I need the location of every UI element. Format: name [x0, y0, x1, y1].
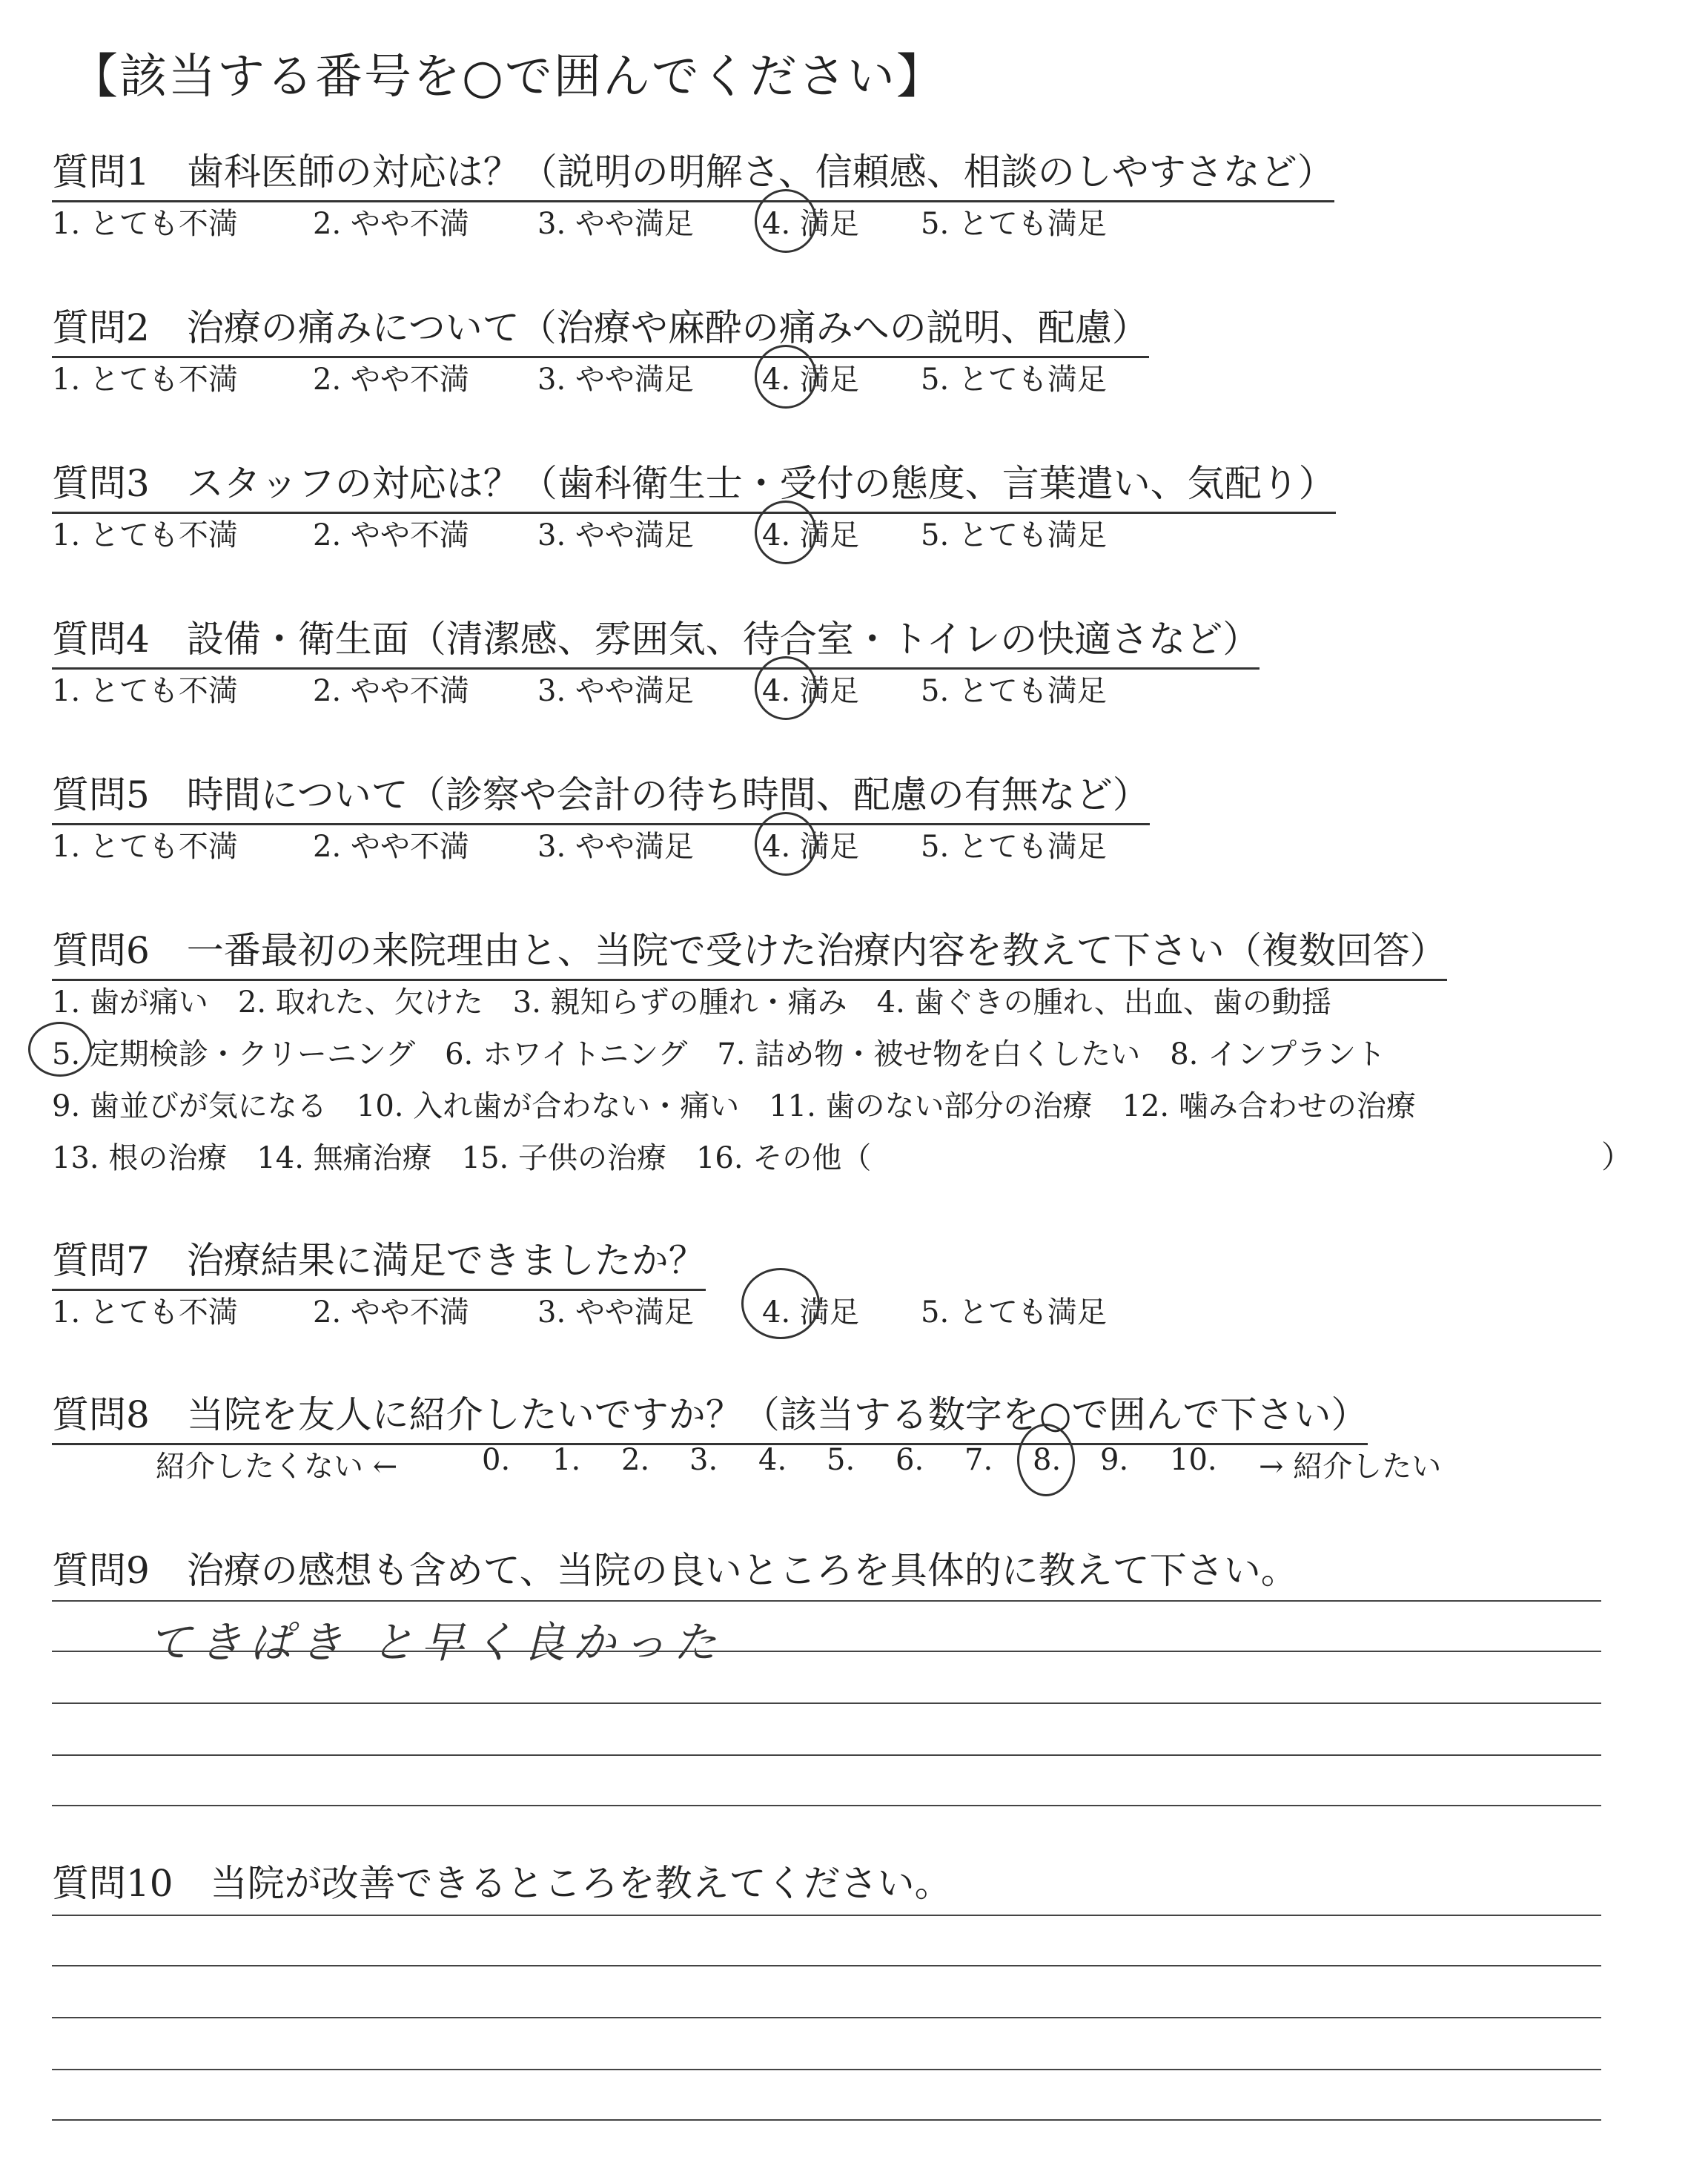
option-2[interactable]: 2. やや不満: [313, 830, 469, 864]
option-5[interactable]: 5. とても満足: [921, 674, 1107, 708]
answer-line: [52, 1915, 1601, 1916]
form-title: 【該当する番号を○で囲んでください】: [70, 50, 945, 105]
option-3[interactable]: 3. やや満足: [537, 1295, 694, 1330]
question-5-options[interactable]: [52, 823, 1238, 864]
answer-line: [52, 1965, 1601, 1966]
question-1-heading: 質問1 歯科医師の対応は？（説明の明解さ、信頼感、相談のしやすさなど）: [52, 142, 1334, 202]
question-6-row-3[interactable]: 9. 歯並びが気になる 10. 入れ歯が合わない・痛い 11. 歯のない部分の治療 12. 噛み合わせの治療: [52, 1089, 1416, 1123]
option-4[interactable]: 4. 満足: [762, 1295, 859, 1330]
option-1[interactable]: 1. とても不満: [52, 1295, 238, 1330]
score-5[interactable]: 5.: [827, 1443, 855, 1477]
option-1[interactable]: 1. とても不満: [52, 830, 238, 864]
option-1[interactable]: 1. とても不満: [52, 518, 238, 552]
question-3-options[interactable]: [52, 512, 1238, 552]
selection-circle: [755, 501, 817, 564]
answer-line: [52, 2017, 1601, 2018]
score-10[interactable]: 10.: [1170, 1443, 1217, 1477]
option-2[interactable]: 2. やや不満: [313, 1295, 469, 1330]
option-1[interactable]: 1. とても不満: [52, 674, 238, 708]
score-0[interactable]: 0.: [482, 1443, 511, 1477]
question-1-options[interactable]: [52, 200, 1238, 241]
option-3[interactable]: 3. やや満足: [537, 207, 694, 241]
question-2-heading: 質問2 治療の痛みについて（治療や麻酔の痛みへの説明、配慮）: [52, 298, 1149, 358]
score-4[interactable]: 4.: [758, 1443, 787, 1477]
referral-low-label: 紹介したくない ←: [156, 1450, 398, 1484]
option-3[interactable]: 3. やや満足: [537, 518, 694, 552]
question-7-heading: 質問7 治療結果に満足できましたか？: [52, 1231, 706, 1291]
score-2[interactable]: 2.: [621, 1443, 650, 1477]
selection-circle: [741, 1268, 820, 1339]
option-2[interactable]: 2. やや不満: [313, 363, 469, 397]
option-3[interactable]: 3. やや満足: [537, 674, 694, 708]
handwritten-answer[interactable]: てきぱき と早く良かった: [148, 1617, 724, 1668]
selection-circle: [755, 656, 817, 720]
question-4-options[interactable]: [52, 667, 1238, 708]
option-5[interactable]: 5. とても満足: [921, 363, 1107, 397]
selection-circle: [755, 189, 817, 253]
answer-line: [52, 1600, 1601, 1602]
question-5-heading: 質問5 時間について（診察や会計の待ち時間、配慮の有無など）: [52, 765, 1150, 825]
score-6[interactable]: 6.: [896, 1443, 924, 1477]
question-6-row-2[interactable]: 5. 定期検診・クリーニング 6. ホワイトニング 7. 詰め物・被せ物を白くしたい 8. インプラント: [52, 1037, 1386, 1071]
question-10-heading: 質問10 当院が改善できるところを教えてください。: [52, 1862, 952, 1905]
answer-line: [52, 1754, 1601, 1756]
score-1[interactable]: 1.: [552, 1443, 581, 1477]
answer-line: [52, 2119, 1601, 2121]
option-4[interactable]: 4. 満足: [762, 207, 859, 241]
option-4[interactable]: 4. 満足: [762, 674, 859, 708]
question-6-row-4[interactable]: 13. 根の治療 14. 無痛治療 15. 子供の治療 16. その他（: [52, 1141, 872, 1175]
option-4[interactable]: 4. 満足: [762, 830, 859, 864]
referral-scale[interactable]: [0, 1443, 1708, 1480]
question-9-heading: 質問9 治療の感想も含めて、当院の良いところを具体的に教えて下さい。: [52, 1549, 1298, 1592]
option-2[interactable]: 2. やや不満: [313, 207, 469, 241]
answer-line: [52, 1702, 1601, 1704]
answer-line: [52, 2069, 1601, 2070]
selection-circle: [755, 812, 817, 876]
selection-circle: [755, 345, 817, 409]
option-1[interactable]: 1. とても不満: [52, 363, 238, 397]
option-5[interactable]: 5. とても満足: [921, 207, 1107, 241]
option-4[interactable]: 4. 満足: [762, 363, 859, 397]
score-8[interactable]: 8.: [1033, 1443, 1062, 1477]
answer-line: [52, 1805, 1601, 1806]
other-close-paren: ）: [1601, 1139, 1633, 1175]
option-2[interactable]: 2. やや不満: [313, 674, 469, 708]
question-3-heading: 質問3 スタッフの対応は？（歯科衛生士・受付の態度、言葉遣い、気配り）: [52, 454, 1336, 514]
option-5[interactable]: 5. とても満足: [921, 518, 1107, 552]
option-5[interactable]: 5. とても満足: [921, 1295, 1107, 1330]
option-4[interactable]: 4. 満足: [762, 518, 859, 552]
score-3[interactable]: 3.: [689, 1443, 718, 1477]
question-6-row-1[interactable]: 1. 歯が痛い 2. 取れた、欠けた 3. 親知らずの腫れ・痛み 4. 歯ぐきの腫れ、出血、歯の動揺: [52, 985, 1331, 1020]
score-9[interactable]: 9.: [1100, 1443, 1129, 1477]
question-4-heading: 質問4 設備・衛生面（清潔感、雰囲気、待合室・トイレの快適さなど）: [52, 610, 1260, 670]
question-6-heading: 質問6 一番最初の来院理由と、当院で受けた治療内容を教えて下さい（複数回答）: [52, 921, 1447, 981]
option-2[interactable]: 2. やや不満: [313, 518, 469, 552]
question-2-options[interactable]: [52, 356, 1238, 397]
answer-line: [52, 1651, 1601, 1652]
score-7[interactable]: 7.: [964, 1443, 993, 1477]
selection-circle: [1017, 1424, 1075, 1496]
referral-high-label: → 紹介したい: [1259, 1450, 1442, 1484]
option-1[interactable]: 1. とても不満: [52, 207, 238, 241]
option-3[interactable]: 3. やや満足: [537, 363, 694, 397]
option-5[interactable]: 5. とても満足: [921, 830, 1107, 864]
option-3[interactable]: 3. やや満足: [537, 830, 694, 864]
selection-circle: [28, 1022, 92, 1077]
question-8-heading: 質問8 当院を友人に紹介したいですか？（該当する数字を○で囲んで下さい）: [52, 1385, 1368, 1445]
question-7-options[interactable]: [52, 1289, 1238, 1330]
